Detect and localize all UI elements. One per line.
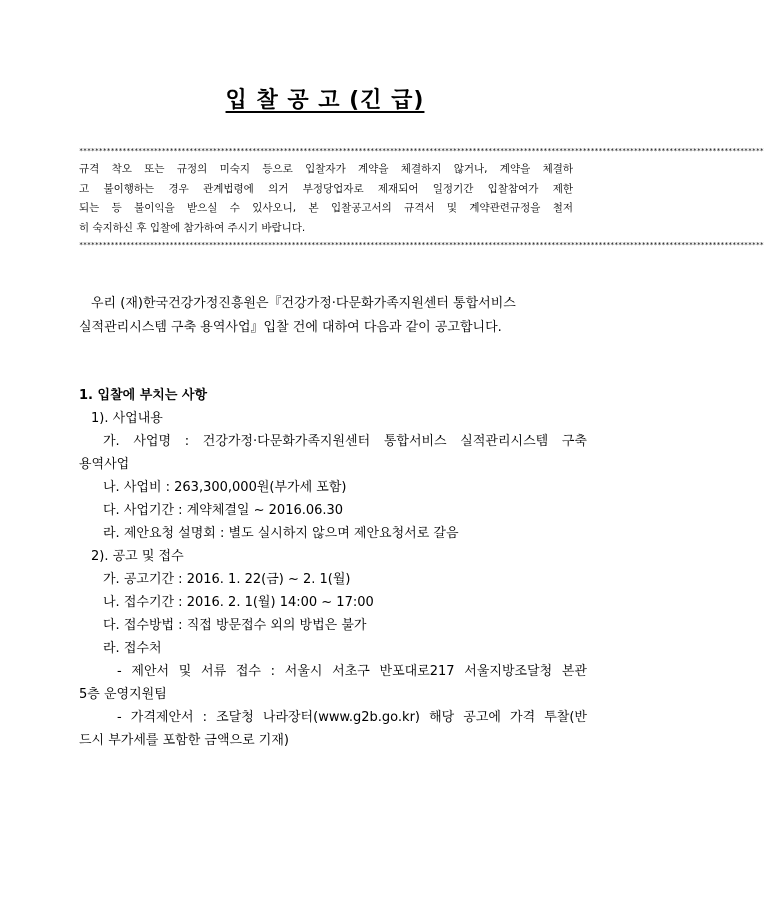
separator-bottom: ****************************************************************************************************************************************************************************** <box>79 241 764 249</box>
item-reception-method: 다. 접수방법 : 직접 방문접수 외의 방법은 불가 <box>103 618 367 633</box>
notice-box <box>79 160 573 238</box>
item-reception-place: 라. 접수처 <box>103 641 162 656</box>
item-price-proposal-cont: 드시 부가세를 포함한 금액으로 기재) <box>79 733 289 748</box>
document-title: 입 찰 공 고 (긴 급) <box>225 88 425 113</box>
section-1 <box>79 384 587 752</box>
item-proposal-submission-cont: 5층 운영지원팀 <box>79 687 167 702</box>
item-briefing: 라. 제안요청 설명회 : 별도 실시하지 않으며 제안요청서로 갈음 <box>103 526 459 541</box>
subsection-label: 1). 사업내용 <box>91 411 163 426</box>
item-proposal-submission: - 제안서 및 서류 접수 : 서울시 서초구 반포대로217 서울지방조달청 본관 <box>117 664 587 679</box>
subsection-label: 2). 공고 및 접수 <box>91 549 184 564</box>
notice-line: 고 불이행하는 경우 관계법령에 의거 부정당업자로 제재되어 일정기간 입찰참여가 제한 <box>79 182 573 195</box>
intro-line: 실적관리시스템 구축 용역사업』입찰 건에 대하여 다음과 같이 공고합니다. <box>79 320 502 335</box>
section-heading: 1. 입찰에 부치는 사항 <box>79 388 208 403</box>
item-business-name: 가. 사업명 : 건강가정·다문화가족지원센터 통합서비스 실적관리시스템 구축 <box>103 434 587 449</box>
item-notice-period: 가. 공고기간 : 2016. 1. 22(금) ~ 2. 1(월) <box>103 572 351 587</box>
intro-paragraph <box>79 292 579 340</box>
item-budget: 나. 사업비 : 263,300,000원(부가세 포함) <box>103 480 347 495</box>
intro-line: 우리 (재)한국건강가정진흥원은『건강가정·다문화가족지원센터 통합서비스 <box>91 296 516 311</box>
item-reception-period: 나. 접수기간 : 2016. 2. 1(월) 14:00 ~ 17:00 <box>103 595 374 610</box>
separator-top: ****************************************************************************************************************************************************************************** <box>79 147 764 155</box>
item-period: 다. 사업기간 : 계약체결일 ~ 2016.06.30 <box>103 503 344 518</box>
item-price-proposal: - 가격제안서 : 조달청 나라장터(www.g2b.go.kr) 해당 공고에 가격 투찰(반 <box>117 710 587 725</box>
notice-line: 히 숙지하신 후 입찰에 참가하여 주시기 바랍니다. <box>79 221 306 234</box>
notice-line: 되는 등 불이익을 받으실 수 있사오니, 본 입찰공고서의 규격서 및 계약관련규정을 철저 <box>79 202 573 214</box>
item-business-name-cont: 용역사업 <box>79 457 130 472</box>
notice-line: 규격 착오 또는 규정의 미숙지 등으로 입찰자가 계약을 체결하지 않거나, 계약을 체결하 <box>79 163 573 175</box>
